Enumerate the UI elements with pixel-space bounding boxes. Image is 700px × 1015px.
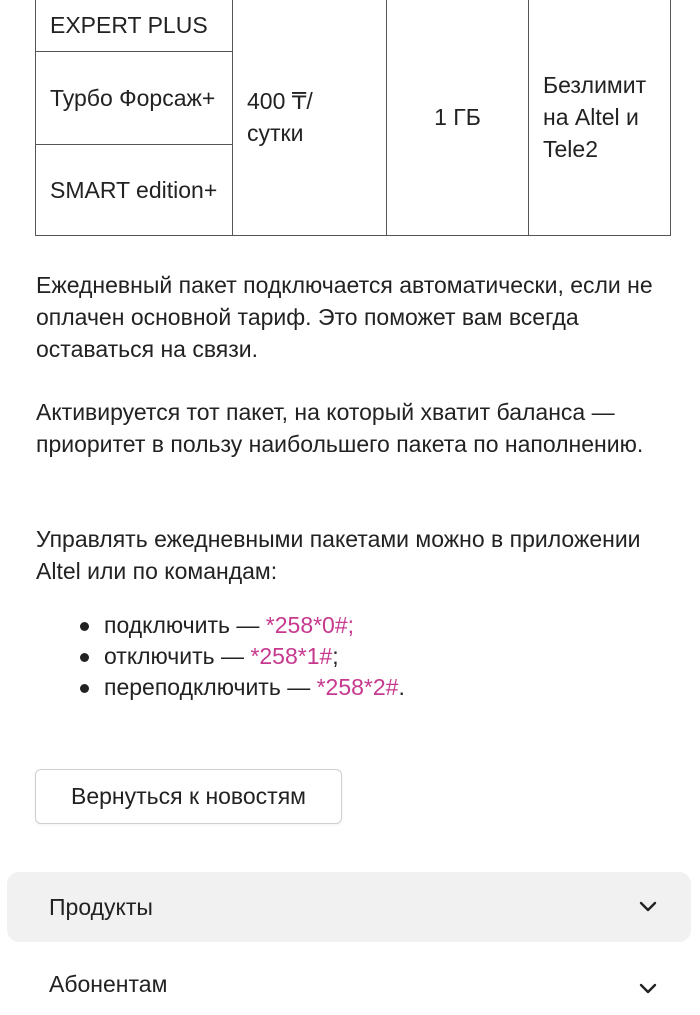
ussd-code-link[interactable]: *258*0#; xyxy=(265,612,355,638)
chevron-down-icon xyxy=(639,983,657,995)
calls-cell: Безлимит на Altel и Tele2 xyxy=(529,0,671,236)
chevron-down-icon xyxy=(639,901,657,913)
command-label: подключить — xyxy=(104,612,266,638)
command-suffix: ; xyxy=(332,643,339,669)
table-row xyxy=(36,0,671,52)
ussd-code-link[interactable]: *258*1# xyxy=(250,643,333,669)
list-item xyxy=(36,672,405,703)
command-label: переподключить — xyxy=(104,674,317,700)
info-paragraph-management: Управлять ежедневными пакетами можно в приложении Altel или по командам: xyxy=(36,526,641,584)
bullet-icon xyxy=(80,653,89,662)
price-cell: 400 ₸/ сутки xyxy=(233,0,387,236)
command-label: отключить — xyxy=(104,643,251,669)
tariff-name-cell: Турбо Форсаж+ xyxy=(36,52,233,145)
list-item xyxy=(36,610,405,641)
tariff-name-cell: EXPERT PLUS xyxy=(36,0,233,52)
bullet-icon xyxy=(80,684,89,693)
accordion-label: Абонентам xyxy=(49,971,168,997)
command-suffix: . xyxy=(398,674,405,700)
info-paragraph-priority: Активируется тот пакет, на который хватит баланса — приоритет в пользу наибольшего пакета по наполнению. xyxy=(36,399,644,457)
accordion-item-subscribers[interactable] xyxy=(7,955,691,1015)
back-to-news-button[interactable]: Вернуться к новостям xyxy=(35,769,342,824)
ussd-code-link[interactable]: *258*2# xyxy=(316,674,399,700)
ussd-command-list xyxy=(36,610,405,703)
info-paragraph-auto-connect: Ежедневный пакет подключается автоматически, если не оплачен основной тариф. Это поможет вам всегда оставаться на связи. xyxy=(36,272,653,362)
bullet-icon xyxy=(80,622,89,631)
data-volume-cell: 1 ГБ xyxy=(387,0,529,236)
tariff-table xyxy=(35,0,671,236)
list-item xyxy=(36,641,405,672)
accordion-item-products[interactable] xyxy=(7,872,691,942)
accordion-label: Продукты xyxy=(49,894,153,920)
tariff-name-cell: SMART edition+ xyxy=(36,145,233,236)
